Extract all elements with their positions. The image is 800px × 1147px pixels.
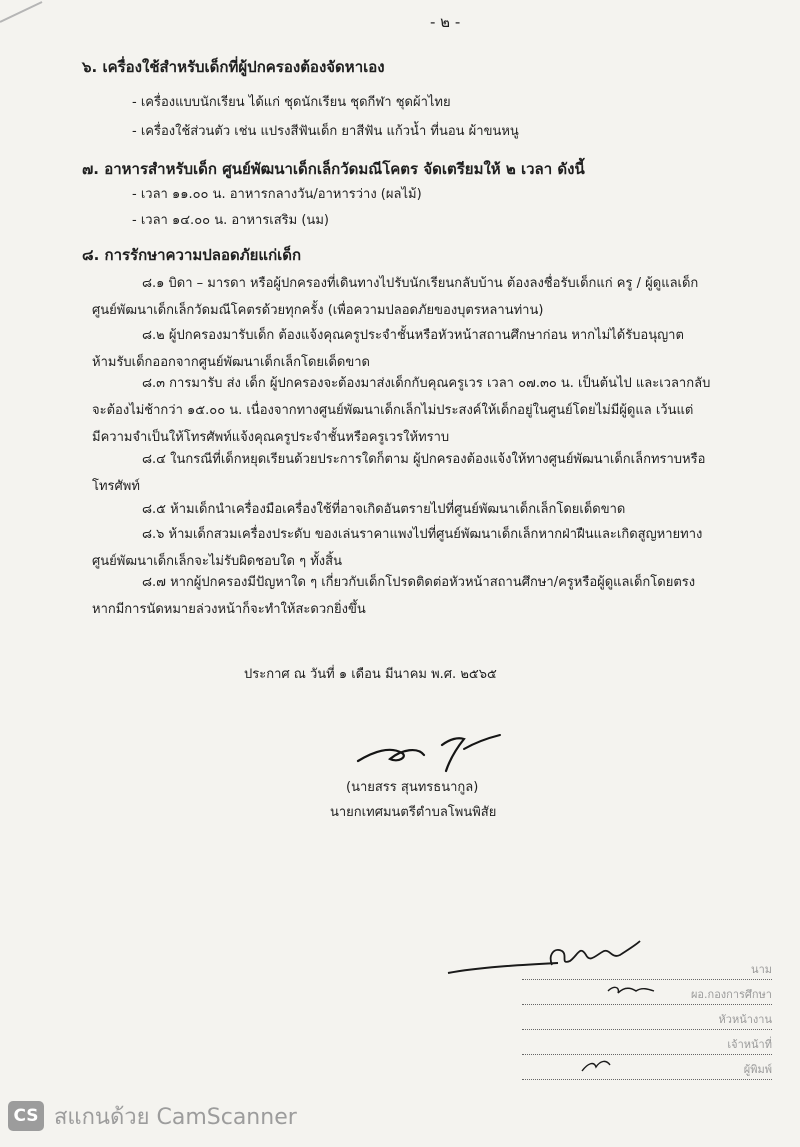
paragraph-line: ๘.๒ ผู้ปกครองมารับเด็ก ต้องแจ้งคุณครูประจำชั้นหรือหัวหน้าสถานศึกษาก่อน หากไม่ได้รับอนุญาต bbox=[142, 328, 684, 343]
paragraph-line: มีความจำเป็นให้โทรศัพท์แจ้งคุณครูประจำชั้นหรือครูเวรให้ทราบ bbox=[92, 430, 450, 445]
paragraph-8-5 bbox=[92, 496, 740, 523]
paragraph-line: ๘.๑ บิดา – มารดา หรือผู้ปกครองที่เดินทางไปรับนักเรียนกลับบ้าน ต้องลงชื่อรับเด็กแก่ ครู / ผู้ดูแลเด็ก bbox=[142, 276, 699, 291]
paragraph-8-4 bbox=[92, 446, 740, 500]
section-7-bullet-1: - เวลา ๑๑.๐๐ น. อาหารกลางวัน/อาหารว่าง (ผลไม้) bbox=[132, 187, 422, 202]
paragraph-8-7 bbox=[92, 569, 740, 623]
paragraph-8-3 bbox=[92, 370, 740, 451]
approval-row-label: นาม bbox=[751, 963, 772, 976]
paragraph-line: หากมีการนัดหมายล่วงหน้าก็จะทำให้สะดวกยิ่งขึ้น bbox=[92, 602, 366, 617]
approval-initials bbox=[440, 925, 780, 1085]
signature bbox=[340, 727, 510, 777]
paragraph-line: ๘.๖ ห้ามเด็กสวมเครื่องประดับ ของเล่นราคาแพงไปที่ศูนย์พัฒนาเด็กเล็กหากฝ่าฝืนและเกิดสูญหายทาง bbox=[142, 527, 703, 542]
approval-row-label: เจ้าหน้าที่ bbox=[727, 1038, 772, 1051]
paragraph-line: โทรศัพท์ bbox=[92, 479, 140, 494]
paragraph-line: ๘.๕ ห้ามเด็กนำเครื่องมือเครื่องใช้ที่อาจเกิดอันตรายไปที่ศูนย์พัฒนาเด็กเล็กโดยเด็ดขาด bbox=[142, 502, 626, 517]
approval-row-label: ผู้พิมพ์ bbox=[743, 1063, 772, 1076]
approval-block bbox=[440, 925, 780, 1085]
paragraph-8-2 bbox=[92, 322, 740, 376]
paragraph-line: ๘.๔ ในกรณีที่เด็กหยุดเรียนด้วยประการใดก็ตาม ผู้ปกครองต้องแจ้งให้ทางศูนย์พัฒนาเด็กเล็กทราบหรือ bbox=[142, 452, 706, 467]
section-7-heading: ๗. อาหารสำหรับเด็ก ศูนย์พัฒนาเด็กเล็กวัดมณีโคตร จัดเตรียมให้ ๒ เวลา ดังนี้ bbox=[82, 160, 585, 178]
section-8-heading: ๘. การรักษาความปลอดภัยแก่เด็ก bbox=[82, 246, 302, 264]
signer-name: (นายสรร สุนทรธนากูล) bbox=[346, 780, 479, 795]
paragraph-line: ศูนย์พัฒนาเด็กเล็กวัดมณีโคตรด้วยทุกครั้ง (เพื่อความปลอดภัยของบุตรหลานท่าน) bbox=[92, 303, 544, 318]
approval-row-label: ผอ.กองการศึกษา bbox=[690, 988, 772, 1001]
section-6-bullet-2: - เครื่องใช้ส่วนตัว เช่น แปรงสีฟันเด็ก ยาสีฟัน แก้วน้ำ ที่นอน ผ้าขนหนู bbox=[132, 124, 519, 139]
camscanner-text: สแกนด้วย CamScanner bbox=[54, 1104, 297, 1130]
section-6-bullet-1: - เครื่องแบบนักเรียน ได้แก่ ชุดนักเรียน ชุดกีฬา ชุดผ้าไทย bbox=[132, 95, 451, 110]
section-6-heading: ๖. เครื่องใช้สำหรับเด็กที่ผู้ปกครองต้องจัดหาเอง bbox=[82, 58, 385, 76]
page-number: - ๒ - bbox=[430, 13, 461, 31]
announcement-date: ประกาศ ณ วันที่ ๑ เดือน มีนาคม พ.ศ. ๒๕๖๕ bbox=[244, 667, 497, 682]
paragraph-line: ห้ามรับเด็กออกจากศูนย์พัฒนาเด็กเล็กโดยเด็ดขาด bbox=[92, 355, 370, 370]
paragraph-8-6 bbox=[92, 521, 740, 575]
paragraph-8-1 bbox=[92, 270, 740, 324]
camscanner-logo-icon: CS bbox=[8, 1101, 44, 1131]
section-7-bullet-2: - เวลา ๑๔.๐๐ น. อาหารเสริม (นม) bbox=[132, 213, 329, 228]
scan-corner-mark bbox=[0, 0, 60, 50]
paragraph-line: ศูนย์พัฒนาเด็กเล็กจะไม่รับผิดชอบใด ๆ ทั้งสิ้น bbox=[92, 554, 342, 569]
approval-row-label: หัวหน้างาน bbox=[718, 1013, 772, 1026]
paragraph-line: ๘.๗ หากผู้ปกครองมีปัญหาใด ๆ เกี่ยวกับเด็กโปรดติดต่อหัวหน้าสถานศึกษา/ครูหรือผู้ดูแลเด็กโดยตรง bbox=[142, 575, 696, 590]
signer-title: นายกเทศมนตรีตำบลโพนพิสัย bbox=[330, 805, 497, 820]
paragraph-line: จะต้องไม่ช้ากว่า ๑๕.๐๐ น. เนื่องจากทางศูนย์พัฒนาเด็กเล็กไม่ประสงค์ให้เด็กอยู่ในศูนย์โดยไม่มีผู้ดูแล เว้นแต่ bbox=[92, 403, 694, 418]
paragraph-line: ๘.๓ การมารับ ส่ง เด็ก ผู้ปกครองจะต้องมาส่งเด็กกับคุณครูเวร เวลา ๐๗.๓๐ น. เป็นต้นไป และเวลากลับ bbox=[142, 376, 711, 391]
camscanner-watermark bbox=[8, 1097, 297, 1135]
